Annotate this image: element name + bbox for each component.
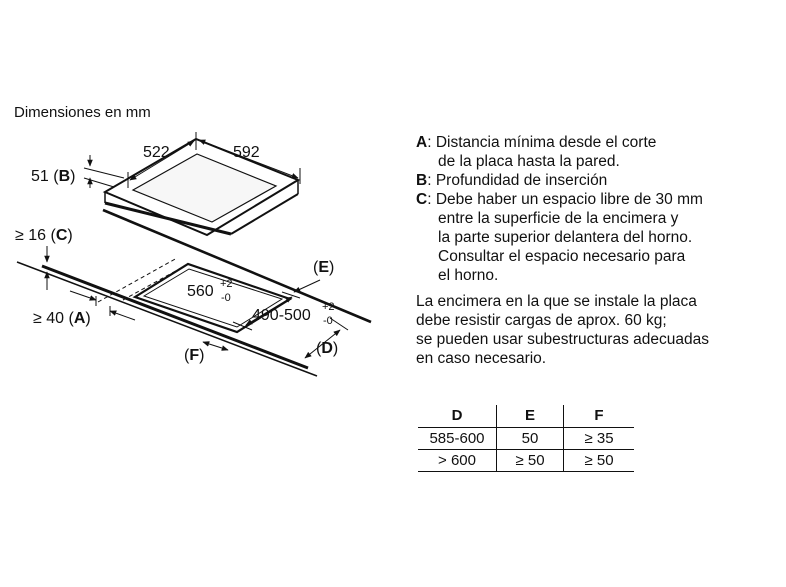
table-header: D [418,405,497,428]
svg-text:≥ 16 (C): ≥ 16 (C) [15,227,73,244]
table-row [418,428,634,450]
width-value: 592 [233,144,260,161]
table-cell: 50 [497,428,564,450]
svg-text:≥ 40 (A): ≥ 40 (A) [33,310,91,327]
c-key: C [55,227,68,244]
svg-text:490-500 [252,307,311,324]
thickness-dimension [84,155,124,188]
a-value: ≥ 40 [33,310,65,327]
svg-text:(F): (F) [184,347,205,364]
table-header: E [497,405,564,428]
table-row [418,450,634,472]
legend-text: la parte superior delantera del horno. [438,229,693,246]
legend [416,133,786,368]
legend-key: A [416,134,428,151]
cutout-depth-value: 490-500 [252,307,311,324]
thickness-value: 51 [31,168,49,185]
svg-text:560 [187,283,214,300]
table-cell: ≥ 50 [564,450,635,472]
table-header-row [418,405,634,428]
legend-item-b: B : Profundidad de inserción [416,172,608,189]
clearance-table [418,405,634,472]
table-cell: ≥ 50 [497,450,564,472]
svg-text:(D): (D) [316,340,339,357]
table-cell: 585-600 [418,428,497,450]
e-label: E [318,259,329,276]
note-line: en caso necesario. [416,350,547,367]
load-note [416,292,786,368]
d-label: D [321,340,333,357]
f-label: F [189,347,200,364]
diagram-title: Dimensiones en mm [14,104,151,121]
legend-text: Consultar el espacio necesario para [438,248,686,265]
cutout-width-value: 560 [187,283,214,300]
cutout-width-tol-minus: -0 [221,292,231,304]
svg-text:51 (B): 51 (B) [31,168,76,185]
legend-key: C [416,191,428,208]
table-header: F [564,405,635,428]
legend-text: el horno. [438,267,499,284]
svg-text:(E): (E) [313,259,335,276]
table-cell: > 600 [418,450,497,472]
legend-item-c: C : Debe haber un espacio libre de 30 mm [416,191,703,208]
c-value: ≥ 16 [15,227,47,244]
legend-key: B [416,172,428,189]
depth-value: 522 [143,144,170,161]
cutout-depth-tol-minus: -0 [323,315,333,327]
legend-text: de la placa hasta la pared. [438,153,620,170]
table-cell: ≥ 35 [564,428,635,450]
note-line: se pueden usar subestructuras adecuadas [416,331,709,348]
legend-text: Debe haber un espacio libre de 30 mm [435,191,703,208]
legend-text: Profundidad de inserción [435,172,608,189]
note-line: La encimera en la que se instale la placa [416,293,697,310]
thickness-key: B [58,168,71,185]
cutout-depth-tol-plus: +2 [322,301,335,313]
cooktop [105,139,298,235]
cutout-width-tol-plus: +2 [220,278,233,290]
a-key: A [73,310,86,327]
legend-text: Distancia mínima desde el corte [435,134,657,151]
legend-item-a: A : Distancia mínima desde el corte [416,134,657,151]
note-line: debe resistir cargas de aprox. 60 kg; [416,312,667,329]
legend-text: entre la superficie de la encimera y [438,210,679,227]
